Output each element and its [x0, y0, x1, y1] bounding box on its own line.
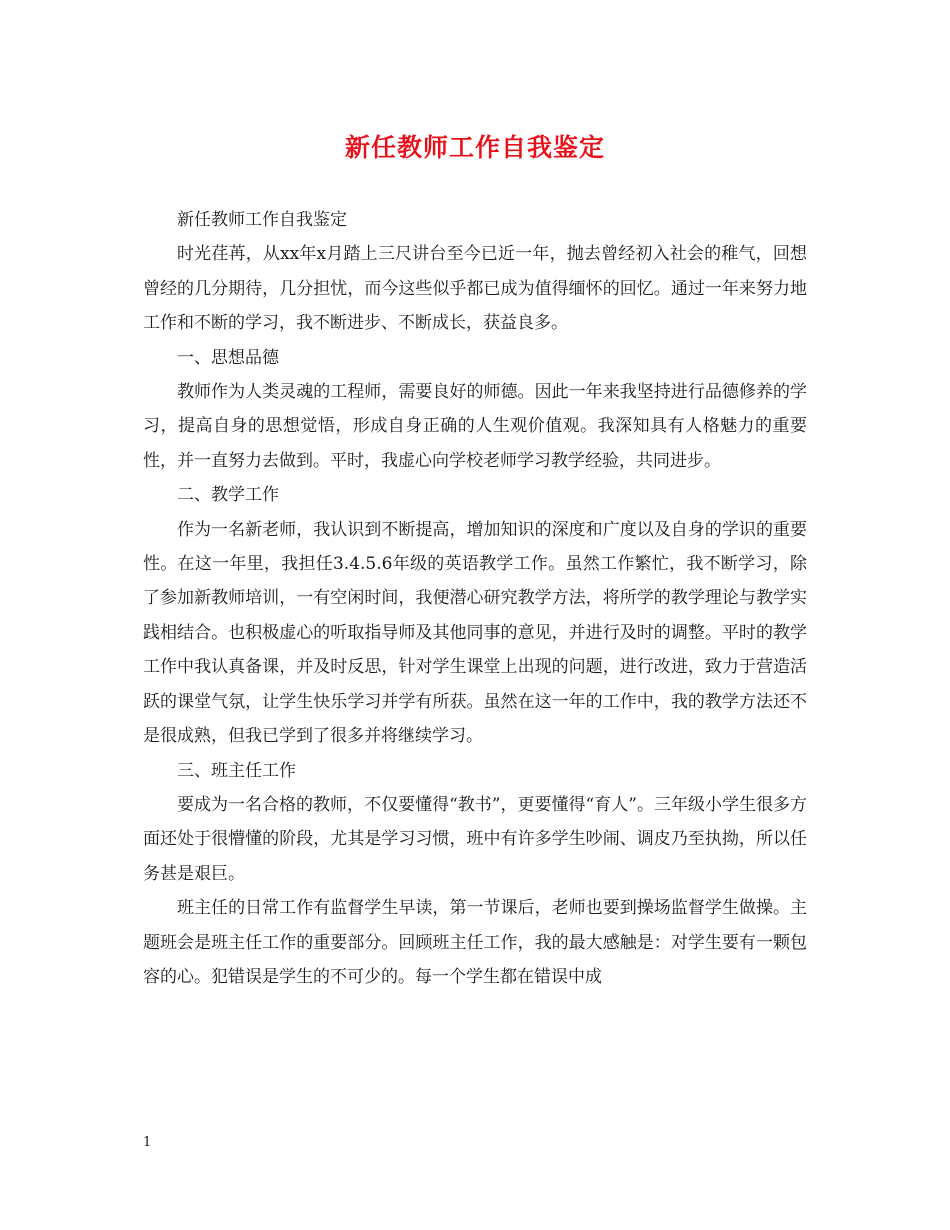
paragraph-head-teacher-2: 班主任的日常工作有监督学生早读，第一节课后，老师也要到操场监督学生做操。主题班会是班主任工作的重要部分。回顾班主任工作，我的最大感触是：对学生要有一颗包容的心。犯错误是学生的不可少的。每一个学生都在错误中成: [143, 898, 807, 987]
paragraph-ideology: 教师作为人类灵魂的工程师，需要良好的师德。因此一年来我坚持进行品德修养的学习，提高自身的思想觉悟，形成自身正确的人生观价值观。我深知具有人格魅力的重要性，并一直努力去做到。平时，我虚心向学校老师学习教学经验，共同进步。: [143, 382, 807, 471]
section-heading-teaching: 二、教学工作: [177, 485, 279, 506]
section-heading-head-teacher: 三、班主任工作: [177, 760, 296, 781]
paragraph-head-teacher-1: 要成为一名合格的教师，不仅要懂得“教书”，更要懂得“育人”。三年级小学生很多方面还处于很懵懂的阶段，尤其是学习习惯，班中有许多学生吵闹、调皮乃至执拗，所以任务甚是艰巨。: [143, 794, 807, 884]
section-heading-ideology: 一、思想品德: [177, 347, 279, 368]
document-title: 新任教师工作自我鉴定: [344, 133, 605, 162]
document-body: [143, 203, 807, 994]
paragraph-intro: 时光荏苒，从xx年x月踏上三尺讲台至今已近一年，抛去曾经初入社会的稚气，回想曾经的几分期待，几分担忧，而今这些似乎都已成为值得缅怀的回忆。通过一年来努力地工作和不断的学习，我不断进步、不断成长，获益良多。: [143, 244, 807, 334]
paragraph-teaching: 作为一名新老师，我认识到不断提高，增加知识的深度和广度以及自身的学识的重要性。在这一年里，我担任3.4.5.6年级的英语教学工作。虽然工作繁忙，我不断学习，除了参加新教师培训，一有空闲时间，我便潜心研究教学方法，将所学的教学理论与教学实践相结合。也积极虚心的听取指导师及其他同事的意见，并进行及时的调整。平时的教学工作中我认真备课，并及时反思，针对学生课堂上出现的问题，进行改进，致力于营造活跃的课堂气氛，让学生快乐学习并学有所获。虽然在这一年的工作中，我的教学方法还不是很成熟，但我已学到了很多并将继续学习。: [143, 519, 807, 747]
page-number: 1: [143, 1135, 152, 1150]
paragraph-subtitle: 新任教师工作自我鉴定: [177, 210, 347, 230]
